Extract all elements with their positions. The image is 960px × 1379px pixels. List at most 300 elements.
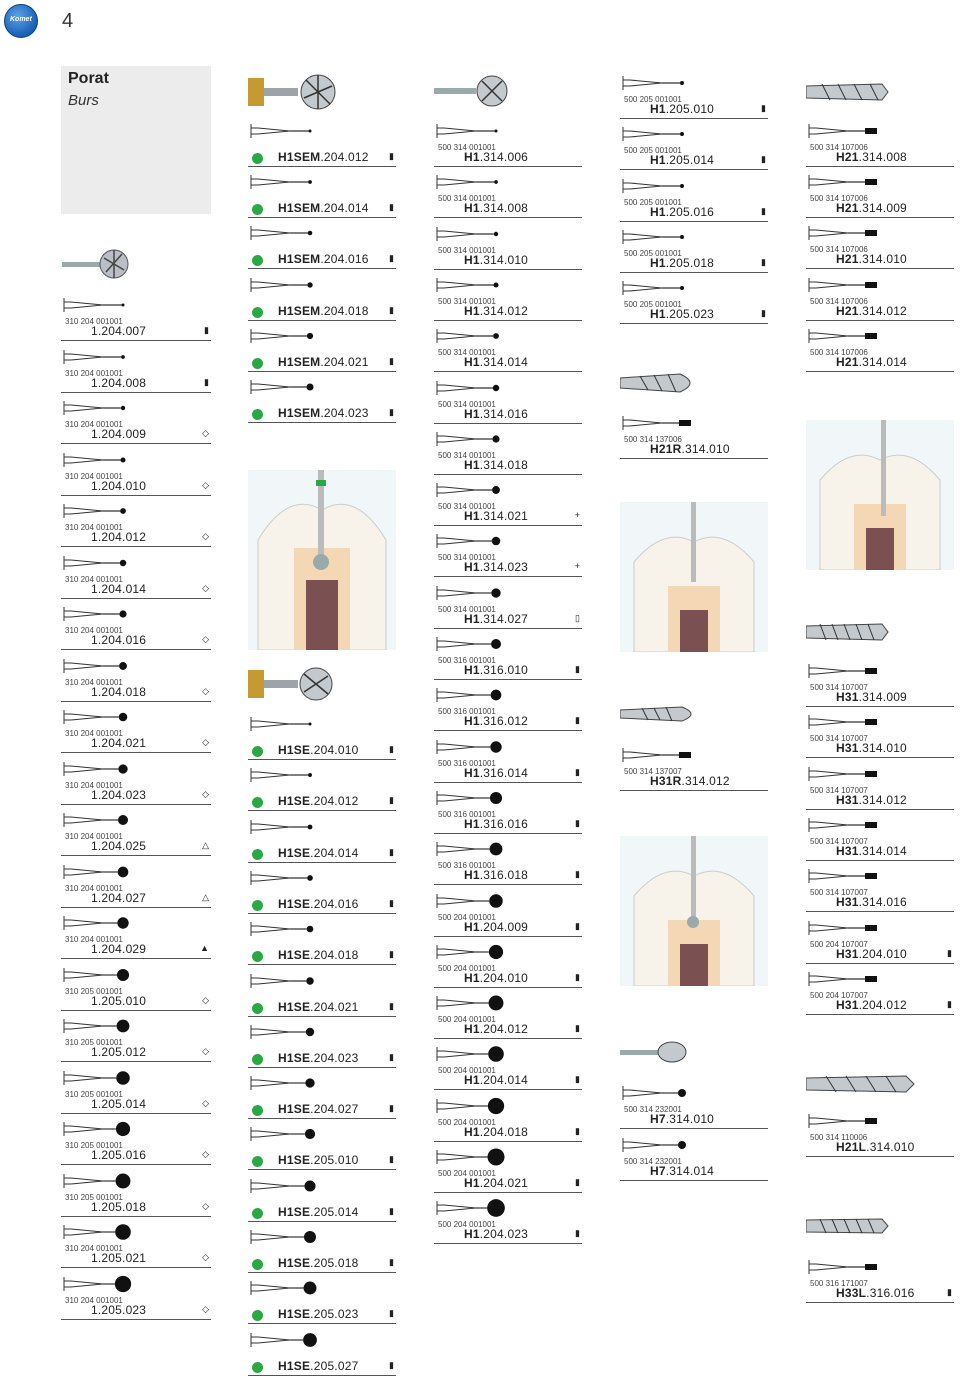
product-row xyxy=(61,758,211,808)
reference-number xyxy=(278,1205,358,1219)
shank-diagram xyxy=(250,1226,330,1248)
reference-number xyxy=(464,1073,528,1087)
green-dot-icon xyxy=(252,1003,263,1014)
tooth-illustration-3 xyxy=(620,836,768,986)
shank-diagram xyxy=(808,120,888,142)
row-divider xyxy=(806,963,954,964)
order-code: 500 204 001001 xyxy=(438,1117,496,1127)
product-row xyxy=(248,867,396,917)
product-row xyxy=(434,171,582,221)
order-code: 500 314 001001 xyxy=(438,604,496,614)
row-divider xyxy=(434,217,582,218)
row-divider xyxy=(61,855,211,856)
order-code: 500 314 107007 xyxy=(810,888,868,898)
order-code: 500 204 107007 xyxy=(810,990,868,1000)
reference-number xyxy=(278,1256,358,1270)
row-divider xyxy=(434,884,582,885)
order-code: 500 314 232001 xyxy=(624,1156,682,1166)
reference-number xyxy=(91,685,146,699)
status-mark-icon: ▮ xyxy=(575,715,580,726)
order-code: 500 314 137006 xyxy=(624,435,682,444)
order-code: 500 314 107007 xyxy=(810,836,868,846)
product-row xyxy=(806,763,954,813)
row-divider xyxy=(434,525,582,526)
product-row xyxy=(620,277,768,327)
reference-number xyxy=(836,998,907,1012)
status-mark-icon: ◇ xyxy=(202,1252,209,1262)
shank-diagram xyxy=(436,736,516,758)
reference-suffix: .205.018 xyxy=(310,1256,359,1270)
order-code: 500 314 107007 xyxy=(810,683,868,692)
reference-number xyxy=(464,201,528,215)
order-code: 310 205 001001 xyxy=(65,1192,123,1202)
reference-prefix: H21 xyxy=(836,201,859,216)
shank-diagram xyxy=(808,660,888,682)
product-row xyxy=(61,1170,211,1220)
reference-number xyxy=(278,1000,358,1014)
h7-bur-image xyxy=(620,1040,690,1066)
row-divider xyxy=(61,495,211,496)
product-row xyxy=(434,941,582,991)
shank-diagram xyxy=(436,787,516,809)
reference-number xyxy=(650,1112,714,1126)
tooth-illustration-1 xyxy=(248,470,396,650)
product-row xyxy=(434,274,582,324)
status-mark-icon: ▮ xyxy=(389,253,394,264)
reference-suffix: .204.016 xyxy=(320,252,369,267)
product-row xyxy=(434,890,582,940)
reference-number xyxy=(836,690,907,704)
reference-prefix: H1SE xyxy=(278,1358,311,1373)
reference-number xyxy=(836,844,907,858)
reference-prefix: H1 xyxy=(464,1124,480,1139)
status-mark-icon: ◇ xyxy=(202,685,209,696)
reference-prefix: H31 xyxy=(836,792,859,807)
green-dot-icon xyxy=(252,1208,263,1219)
reference-suffix: .316.016 xyxy=(479,816,529,831)
sem-bur-image xyxy=(248,70,396,114)
shank-diagram xyxy=(250,764,330,786)
reference-number xyxy=(464,1227,528,1241)
reference-number xyxy=(836,741,907,755)
order-code: 500 314 001001 xyxy=(438,502,496,512)
reference-number xyxy=(836,1140,914,1154)
green-dot-icon xyxy=(252,746,263,757)
reference-suffix: .204.023 xyxy=(479,1227,529,1242)
reference-suffix: .314.016 xyxy=(479,406,529,421)
green-dot-icon xyxy=(252,1362,263,1373)
reference-prefix: H1 xyxy=(464,1227,480,1242)
row-divider xyxy=(61,546,211,547)
product-row xyxy=(434,377,582,427)
reference-number xyxy=(91,736,146,750)
status-mark-icon: ▮ xyxy=(575,766,580,777)
order-code: 500 314 001001 xyxy=(438,399,496,409)
order-code: 500 314 001001 xyxy=(438,348,496,358)
shank-diagram xyxy=(63,1015,143,1037)
shank-diagram xyxy=(436,890,516,912)
product-row xyxy=(434,1146,582,1196)
reference-prefix: H1SE xyxy=(278,1050,311,1065)
reference-number xyxy=(278,794,358,808)
status-mark-icon: ▮ xyxy=(389,1103,394,1114)
row-divider xyxy=(248,320,396,321)
green-dot-icon xyxy=(252,900,263,911)
order-code: 310 204 001001 xyxy=(65,523,123,532)
reference-prefix: H1 xyxy=(464,509,480,524)
reference-prefix: H31 xyxy=(836,895,859,910)
shank-diagram xyxy=(436,325,516,347)
h21-bur-image xyxy=(806,78,890,106)
reference-number xyxy=(464,920,528,934)
status-mark-icon: ▮ xyxy=(761,308,766,319)
green-dot-icon xyxy=(252,1259,263,1270)
green-dot-icon xyxy=(252,307,263,318)
reference-prefix: H1SE xyxy=(278,1204,311,1219)
row-divider xyxy=(434,1243,582,1244)
shank-diagram xyxy=(63,1273,143,1295)
shank-diagram xyxy=(63,964,143,986)
product-row xyxy=(620,226,768,276)
green-dot-icon xyxy=(252,1310,263,1321)
reference-prefix: H1 xyxy=(464,765,480,780)
row-divider xyxy=(434,166,582,167)
tooth-illustration-2 xyxy=(620,502,768,652)
reference-number xyxy=(836,793,907,807)
status-mark-icon: ▮ xyxy=(947,947,952,958)
order-code: 500 205 001001 xyxy=(624,248,682,258)
order-code: 500 204 107007 xyxy=(810,939,868,949)
product-row xyxy=(61,603,211,653)
status-mark-icon: ▮ xyxy=(389,1308,394,1319)
product-row xyxy=(61,1067,211,1117)
shank-diagram xyxy=(63,706,143,728)
reference-prefix: H1 xyxy=(464,970,480,985)
row-divider xyxy=(61,340,211,341)
order-code: 500 204 001001 xyxy=(438,963,496,973)
order-code: 500 314 107006 xyxy=(810,245,868,255)
order-code: 500 316 171007 xyxy=(810,1279,868,1288)
reference-suffix: .205.010 xyxy=(665,102,715,116)
reference-prefix: H1SE xyxy=(278,1307,311,1322)
reference-number xyxy=(91,530,146,544)
shank-diagram xyxy=(622,744,702,766)
row-divider xyxy=(620,221,768,222)
row-divider xyxy=(248,1221,396,1222)
order-code: 500 205 001001 xyxy=(624,95,682,104)
shank-diagram xyxy=(808,222,888,244)
h31r-bur-image xyxy=(620,702,702,726)
row-divider xyxy=(61,804,211,805)
reference-number xyxy=(650,153,714,167)
reference-suffix: .314.012 xyxy=(479,303,529,318)
reference-suffix: .204.021 xyxy=(479,1176,529,1190)
shank-diagram xyxy=(250,274,330,296)
product-row xyxy=(806,865,954,915)
product-row xyxy=(248,1072,396,1122)
product-row xyxy=(248,1226,396,1276)
reference-number xyxy=(464,714,528,728)
row-divider xyxy=(806,809,954,810)
row-divider xyxy=(61,1061,211,1062)
order-code: 500 314 107007 xyxy=(810,785,868,795)
reference-number xyxy=(278,1307,358,1321)
product-row xyxy=(434,582,582,632)
reference-prefix: H21R xyxy=(650,442,682,456)
row-divider xyxy=(620,1180,768,1181)
reference-number xyxy=(836,252,907,266)
shank-diagram xyxy=(622,226,702,248)
reference-suffix: 1.204.016 xyxy=(91,633,147,647)
reference-prefix: H1 xyxy=(464,1022,480,1037)
row-divider xyxy=(434,833,582,834)
reference-suffix: .204.010 xyxy=(858,946,907,961)
product-row xyxy=(806,274,954,324)
reference-suffix: .316.010 xyxy=(479,663,529,677)
reference-prefix: H1 xyxy=(650,255,666,270)
order-code: 310 204 001001 xyxy=(65,677,123,687)
row-divider xyxy=(248,1272,396,1273)
shank-diagram xyxy=(436,633,516,655)
order-code: 500 314 107007 xyxy=(810,734,868,744)
shank-diagram xyxy=(436,992,516,1014)
row-divider xyxy=(248,268,396,269)
row-divider xyxy=(620,790,768,791)
shank-diagram xyxy=(622,412,702,434)
product-row xyxy=(61,1273,211,1323)
product-row xyxy=(434,736,582,786)
order-code: 310 204 001001 xyxy=(65,368,123,378)
reference-suffix: .204.010 xyxy=(310,743,359,757)
order-code: 500 204 001001 xyxy=(438,1220,496,1230)
product-row xyxy=(248,222,396,272)
shank-diagram xyxy=(436,582,516,604)
order-code: 500 314 137007 xyxy=(624,767,682,776)
shank-diagram xyxy=(808,1256,888,1278)
order-code: 310 204 001001 xyxy=(65,1244,123,1253)
order-code: 310 205 001001 xyxy=(65,1038,123,1047)
reference-number xyxy=(464,253,528,267)
reference-number xyxy=(91,1045,146,1059)
reference-prefix: H1 xyxy=(650,307,666,322)
row-divider xyxy=(248,964,396,965)
green-dot-icon xyxy=(252,153,263,164)
status-mark-icon: ▮ xyxy=(947,1287,952,1297)
reference-prefix: H31 xyxy=(836,997,859,1012)
reference-number xyxy=(836,895,907,909)
status-mark-icon: ▮ xyxy=(761,103,766,113)
green-dot-icon xyxy=(252,849,263,860)
reference-suffix: .204.014 xyxy=(310,845,359,860)
status-mark-icon: ◇ xyxy=(202,428,209,438)
reference-number xyxy=(91,1303,146,1317)
status-mark-icon: ◇ xyxy=(202,531,209,541)
shank-diagram xyxy=(250,1123,330,1145)
reference-suffix: .314.016 xyxy=(858,895,907,910)
reference-number xyxy=(836,1286,914,1300)
reference-number xyxy=(650,205,714,219)
row-divider xyxy=(248,371,396,372)
product-row xyxy=(61,294,211,344)
reference-number xyxy=(278,846,358,860)
reference-suffix: .204.016 xyxy=(310,896,359,911)
product-row xyxy=(620,412,768,462)
status-mark-icon: ▮ xyxy=(389,795,394,806)
order-code: 310 204 001001 xyxy=(65,935,123,944)
product-row xyxy=(620,123,768,173)
reference-number xyxy=(91,1148,146,1162)
product-row xyxy=(61,655,211,705)
reference-suffix: .314.009 xyxy=(858,201,907,216)
order-code: 500 316 001001 xyxy=(438,758,496,768)
reference-number xyxy=(650,774,730,788)
reference-suffix: .205.016 xyxy=(665,204,715,219)
reference-number xyxy=(464,1176,528,1190)
status-mark-icon: ▮ xyxy=(204,376,209,387)
reference-number xyxy=(650,256,714,270)
reference-prefix: H31 xyxy=(836,690,859,704)
product-row xyxy=(61,1118,211,1168)
status-mark-icon: ▮ xyxy=(947,998,952,1009)
reference-prefix: H1SE xyxy=(278,896,311,911)
order-code: 500 204 001001 xyxy=(438,1066,496,1076)
order-code: 500 314 107006 xyxy=(810,296,868,306)
reference-number xyxy=(91,839,146,853)
shank-diagram xyxy=(436,1095,516,1117)
reference-number xyxy=(464,766,528,780)
status-mark-icon: ▮ xyxy=(389,151,394,161)
reference-number xyxy=(278,304,369,318)
product-row xyxy=(434,1043,582,1093)
reference-suffix: .205.023 xyxy=(665,307,715,322)
reference-number xyxy=(464,1125,528,1139)
row-divider xyxy=(620,323,768,324)
tooth-illustration-4 xyxy=(806,420,954,570)
row-divider xyxy=(806,217,954,218)
status-mark-icon: ▮ xyxy=(575,1125,580,1136)
shank-diagram xyxy=(63,449,143,471)
reference-suffix: .316.016 xyxy=(866,1286,915,1300)
reference-suffix: 1.205.014 xyxy=(91,1096,147,1111)
reference-suffix: .204.014 xyxy=(479,1073,529,1088)
product-row xyxy=(61,964,211,1014)
reference-prefix: H1 xyxy=(464,150,480,164)
shank-diagram xyxy=(250,376,330,398)
reference-suffix: .316.018 xyxy=(479,868,529,883)
reference-prefix: H1SE xyxy=(278,743,311,757)
reference-suffix: .314.012 xyxy=(858,303,907,318)
reference-prefix: H1 xyxy=(464,406,480,421)
product-row xyxy=(434,633,582,683)
row-divider xyxy=(620,458,768,459)
reference-number xyxy=(464,355,528,369)
status-mark-icon: ▮ xyxy=(389,1359,394,1370)
row-divider xyxy=(434,1038,582,1039)
status-mark-icon: ◇ xyxy=(202,634,209,644)
shank-diagram xyxy=(436,223,516,245)
reference-number xyxy=(278,1102,358,1116)
reference-prefix: H7 xyxy=(650,1163,666,1178)
shank-diagram xyxy=(436,1197,516,1219)
order-code: 310 204 001001 xyxy=(65,729,123,738)
status-mark-icon: ▮ xyxy=(575,1023,580,1034)
reference-suffix: .314.012 xyxy=(858,792,907,807)
product-row xyxy=(61,1221,211,1271)
row-divider xyxy=(434,1192,582,1193)
round-bur-image xyxy=(62,240,132,282)
green-dot-icon xyxy=(252,358,263,369)
row-divider xyxy=(248,759,396,760)
shank-diagram xyxy=(622,277,702,299)
shank-diagram xyxy=(622,175,702,197)
reference-prefix: H1 xyxy=(464,1073,480,1088)
shank-diagram xyxy=(808,763,888,785)
row-divider xyxy=(248,913,396,914)
reference-number xyxy=(464,971,528,985)
reference-prefix: H31R xyxy=(650,774,682,788)
product-row xyxy=(806,325,954,375)
order-code: 500 316 001001 xyxy=(438,707,496,717)
row-divider xyxy=(620,118,768,119)
shank-diagram xyxy=(63,758,143,780)
reference-suffix: .205.010 xyxy=(310,1153,359,1168)
reference-suffix: 1.204.023 xyxy=(91,787,147,802)
product-row xyxy=(620,72,768,122)
row-divider xyxy=(434,679,582,680)
product-row xyxy=(806,222,954,272)
reference-prefix: H1SEM xyxy=(278,354,321,369)
row-divider xyxy=(61,958,211,959)
shank-diagram xyxy=(436,479,516,501)
order-code: 310 204 001001 xyxy=(65,1295,123,1305)
row-divider xyxy=(248,1118,396,1119)
product-row xyxy=(806,120,954,170)
reference-prefix: H1 xyxy=(464,201,480,216)
shank-diagram xyxy=(63,603,143,625)
product-row xyxy=(806,968,954,1018)
row-divider xyxy=(434,423,582,424)
reference-prefix: H1SEM xyxy=(278,150,321,164)
order-code: 310 204 001001 xyxy=(65,883,123,893)
reference-prefix: H21 xyxy=(836,252,859,267)
product-row xyxy=(620,175,768,225)
shank-diagram xyxy=(63,294,143,316)
green-dot-icon xyxy=(252,1105,263,1116)
product-row xyxy=(434,325,582,375)
product-row xyxy=(61,861,211,911)
shank-diagram xyxy=(808,1110,888,1132)
reference-number xyxy=(464,1022,528,1036)
reference-suffix: .314.010 xyxy=(479,252,529,267)
order-code: 310 205 001001 xyxy=(65,1141,123,1150)
reference-suffix: .314.014 xyxy=(858,354,907,369)
status-mark-icon: ▮ xyxy=(575,971,580,982)
shank-diagram xyxy=(63,1067,143,1089)
product-row xyxy=(248,764,396,814)
reference-prefix: H1SEM xyxy=(278,252,321,267)
reference-prefix: H31 xyxy=(836,741,859,756)
product-row xyxy=(620,744,768,794)
reference-number xyxy=(278,355,369,369)
row-divider xyxy=(434,320,582,321)
row-divider xyxy=(61,1216,211,1217)
reference-prefix: H1SE xyxy=(278,794,311,809)
order-code: 310 204 001001 xyxy=(65,574,123,584)
product-row xyxy=(434,1095,582,1145)
shank-diagram xyxy=(250,713,330,735)
reference-number xyxy=(278,150,369,164)
row-divider xyxy=(620,1128,768,1129)
